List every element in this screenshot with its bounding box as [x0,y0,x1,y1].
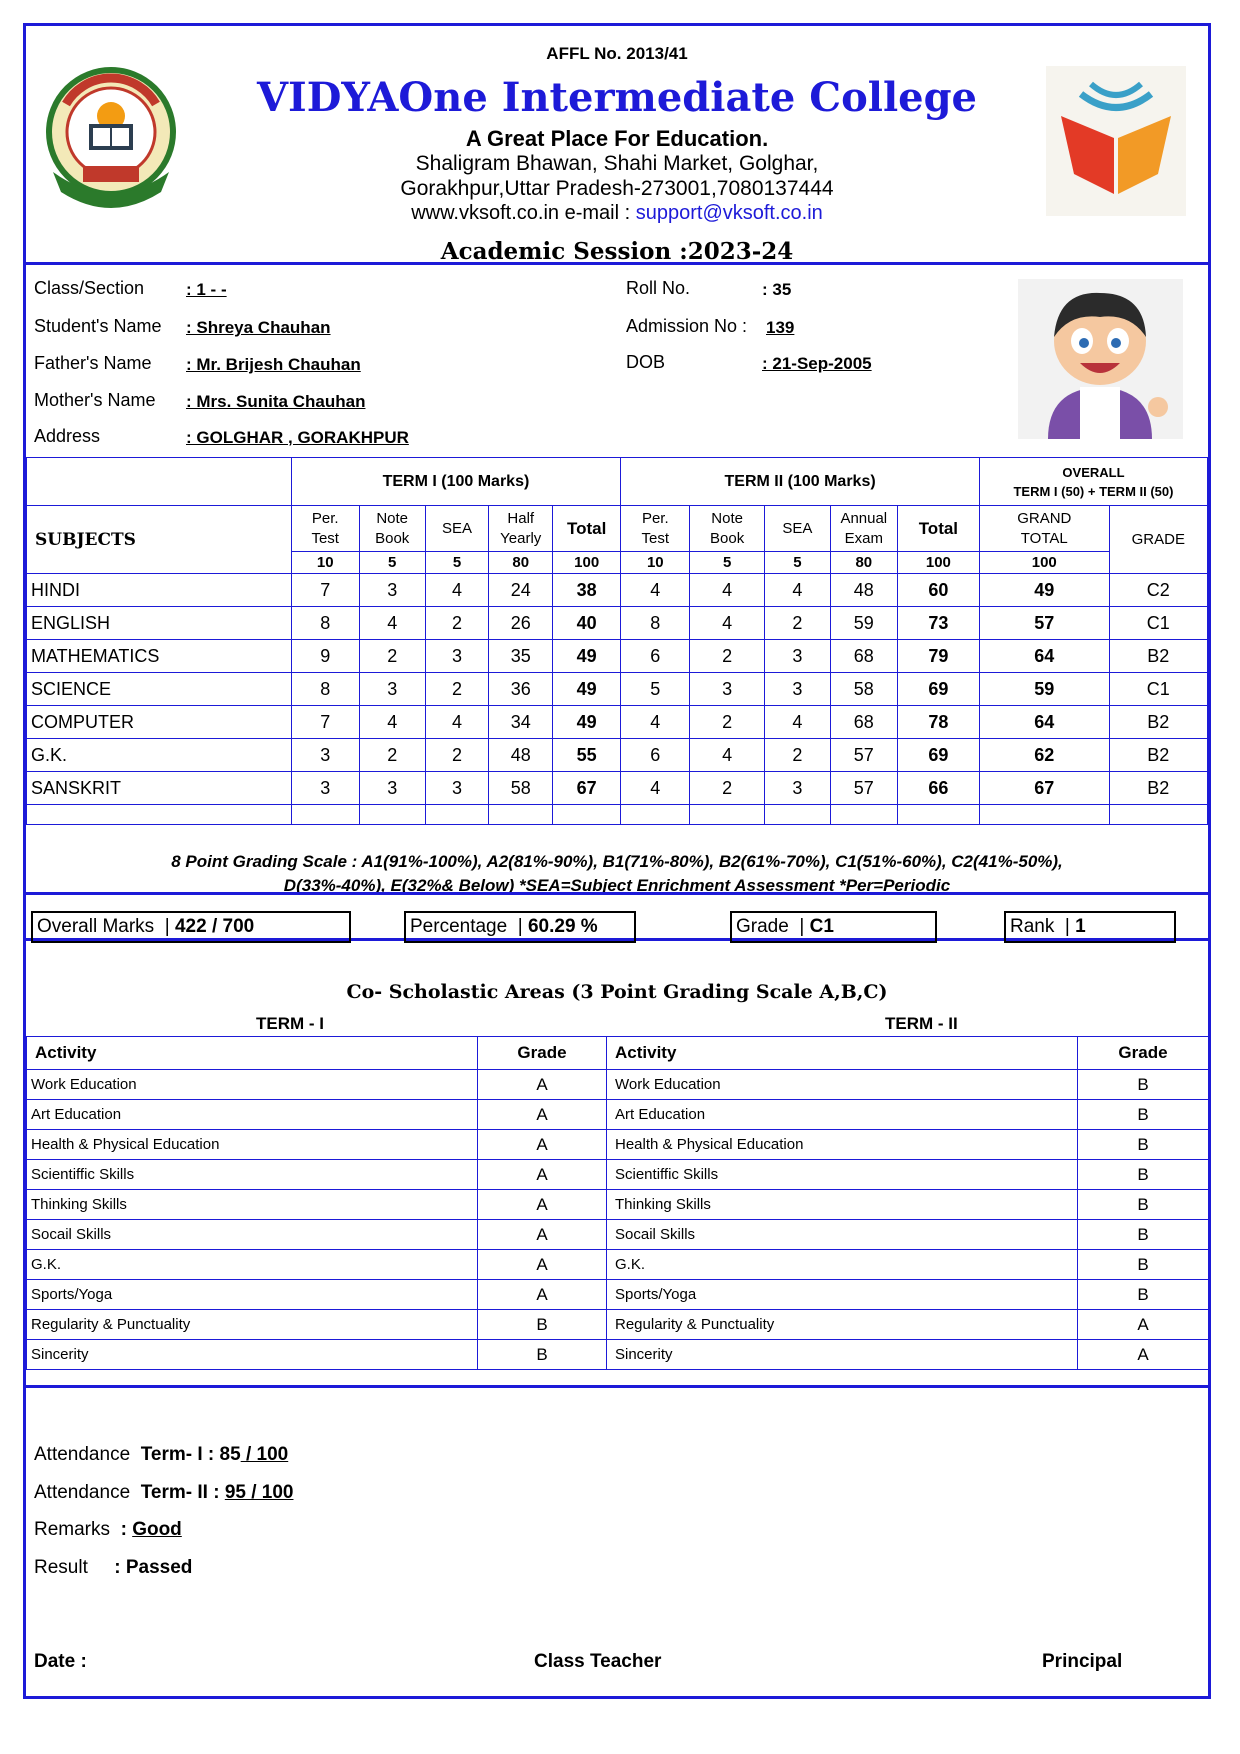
activity-name: Health & Physical Education [607,1130,1078,1160]
activity-name: Health & Physical Education [27,1130,478,1160]
mark-cell: 4 [621,706,690,739]
mark-cell: 64 [979,706,1109,739]
mark-cell: 3 [359,772,425,805]
activity-name: Work Education [27,1070,478,1100]
subjects-header: SUBJECTS [27,506,292,574]
co-term2-label: TERM - II [885,1014,958,1033]
mark-cell: 4 [425,574,489,607]
report-card [23,23,1211,1699]
email-label: e-mail : [564,202,631,224]
table-row [27,673,1208,706]
mark-cell: 3 [359,673,425,706]
activity-grade: A [478,1190,607,1220]
list-item [27,1190,607,1220]
grading-scale-line2: D(33%-40%), E(32%& Below) *SEA=Subject Enrichment Assessment *Per=Periodic [283,876,951,895]
mark-cell: 4 [621,574,690,607]
student-name-value: : Shreya Chauhan [186,318,331,337]
rank-value: 1 [1075,916,1086,937]
max-half: 80 [489,552,553,574]
co-term1-body [27,1070,607,1370]
blank-row [27,805,1208,825]
co-term1-label: TERM - I [256,1014,324,1033]
list-item [607,1340,1209,1370]
remarks-colon: : [120,1519,127,1540]
activity-name: Art Education [607,1100,1078,1130]
mark-cell: B2 [1109,772,1207,805]
percentage-label: Percentage [410,916,508,937]
co-scholastic-term1-table [26,1036,607,1370]
grade-header: Grade [478,1037,607,1070]
attendance-term2-value: 95 / 100 [224,1482,294,1503]
mark-cell: 59 [979,673,1109,706]
roll-value: : 35 [762,280,792,299]
mark-cell: 3 [425,640,489,673]
mark-cell: 34 [489,706,553,739]
mark-cell: 9 [291,640,359,673]
table-row [27,607,1208,640]
subject-name: SANSKRIT [27,772,292,805]
college-name: VIDYAOne Intermediate College [256,74,978,121]
co-term1-header-row [27,1037,607,1070]
mark-cell: 7 [291,574,359,607]
activity-name: Sincerity [607,1340,1078,1370]
mark-cell: 7 [291,706,359,739]
result-value: : Passed [114,1557,193,1578]
roll-label: Roll No. [626,278,691,298]
activity-grade: A [478,1220,607,1250]
academic-session: Academic Session :2023-24 [440,238,794,265]
father-name-value: : Mr. Brijesh Chauhan [186,355,361,374]
mark-cell: 49 [553,640,621,673]
father-name-label: Father's Name [34,353,152,373]
mark-cell: 4 [690,607,765,640]
overall-header-line1: OVERALL [1062,464,1125,480]
subject-name: COMPUTER [27,706,292,739]
activity-header: Activity [607,1037,1078,1070]
attendance-label: Attendance [34,1444,131,1465]
address-value: : GOLGHAR , GORAKHPUR [186,428,409,447]
activity-name: Scientiffic Skills [27,1160,478,1190]
class-value: : 1 - - [186,280,227,299]
max-total: 100 [553,552,621,574]
overall-header [979,458,1207,506]
co-term2-body [607,1070,1209,1370]
admission-label: Admission No : [626,316,748,336]
address-line-2: Gorakhpur,Uttar Pradesh-273001,7080137444 [400,177,834,200]
mark-cell: 3 [764,673,830,706]
mark-cell: 58 [830,673,897,706]
activity-grade: A [1078,1310,1209,1340]
activity-name: Thinking Skills [27,1190,478,1220]
mark-cell: 57 [830,772,897,805]
divider [26,892,1208,895]
overall-header-line2: TERM I (50) + TERM II (50) [1013,483,1174,499]
grand-total-header: GRAND TOTAL [979,506,1109,552]
list-item [27,1250,607,1280]
activity-name: Socail Skills [27,1220,478,1250]
mark-cell: 69 [897,673,979,706]
max-per-term2: 10 [621,552,690,574]
dob-value: : 21-Sep-2005 [762,354,872,373]
website: www.vksoft.co.in [411,202,560,224]
mark-cell: 60 [897,574,979,607]
activity-grade: A [478,1100,607,1130]
term2-header: TERM II (100 Marks) [621,458,980,506]
list-item [27,1280,607,1310]
activity-name: Scientiffic Skills [607,1160,1078,1190]
activity-header: Activity [27,1037,478,1070]
table-row [27,640,1208,673]
mark-cell: 49 [553,673,621,706]
mark-cell: 69 [897,739,979,772]
subject-name: HINDI [27,574,292,607]
grading-scale-line1: 8 Point Grading Scale : A1(91%-100%), A2(81%-90%), B1(71%-80%), B2(61%-70%), C1(51%-60%), C2(41%-50%), [171,852,1063,871]
mark-cell: 49 [979,574,1109,607]
list-item [607,1130,1209,1160]
attendance-term1 [34,1444,288,1466]
mark-cell: 5 [621,673,690,706]
activity-name: G.K. [27,1250,478,1280]
mark-cell: 67 [979,772,1109,805]
activity-grade: B [1078,1130,1209,1160]
activity-grade: A [478,1280,607,1310]
mark-cell: 4 [764,574,830,607]
mark-cell: 48 [489,739,553,772]
mark-cell: 3 [764,772,830,805]
list-item [607,1310,1209,1340]
mark-cell: C1 [1109,607,1207,640]
activity-name: Art Education [27,1100,478,1130]
max-per: 10 [291,552,359,574]
activity-name: Work Education [607,1070,1078,1100]
admission-value: 139 [766,318,795,337]
list-item [607,1190,1209,1220]
table-row [27,706,1208,739]
activity-name: Regularity & Punctuality [607,1310,1078,1340]
mark-cell: 40 [553,607,621,640]
list-item [27,1100,607,1130]
marks-header-row-2 [27,506,1208,552]
overall-marks-label: Overall Marks [37,916,155,937]
note-book-header: Note Book [359,506,425,552]
activity-grade: A [478,1160,607,1190]
class-label: Class/Section [34,278,145,298]
activity-grade: A [478,1250,607,1280]
activity-name: Thinking Skills [607,1190,1078,1220]
student-name-label: Student's Name [34,316,162,336]
mother-name-value: : Mrs. Sunita Chauhan [186,392,366,411]
overall-marks-box: Overall Marks | 422 / 700 [31,911,351,943]
mark-cell: 4 [764,706,830,739]
mark-cell: 3 [690,673,765,706]
activity-grade: A [1078,1340,1209,1370]
mark-cell: C2 [1109,574,1207,607]
mark-cell: 55 [553,739,621,772]
subject-name: MATHEMATICS [27,640,292,673]
attendance-term2-label: Term- II : [140,1482,220,1503]
dob-label: DOB [626,352,666,372]
list-item [27,1310,607,1340]
mark-cell: 4 [359,607,425,640]
mark-cell: 67 [553,772,621,805]
annual-exam-header: Annual Exam [830,506,897,552]
mark-cell: 2 [690,772,765,805]
table-row [27,739,1208,772]
activity-name: Socail Skills [607,1220,1078,1250]
affiliation-number: AFFL No. 2013/41 [546,44,688,63]
mark-cell: B2 [1109,640,1207,673]
marks-body [27,574,1208,805]
mark-cell: 6 [621,640,690,673]
mark-cell: 4 [621,772,690,805]
mark-cell: 4 [690,574,765,607]
mark-cell: 4 [690,739,765,772]
attendance-term1-value: / 100 [240,1444,289,1465]
subject-name: SCIENCE [27,673,292,706]
max-sea-term2: 5 [764,552,830,574]
mark-cell: C1 [1109,673,1207,706]
mark-cell: 3 [359,574,425,607]
list-item [27,1130,607,1160]
result [34,1557,192,1579]
marks-table [26,457,1208,825]
mark-cell: 2 [359,739,425,772]
activity-grade: B [1078,1100,1209,1130]
mark-cell: 38 [553,574,621,607]
mark-cell: 26 [489,607,553,640]
activity-grade: B [1078,1190,1209,1220]
note-book-header-term2: Note Book [690,506,765,552]
date-label: Date : [34,1651,87,1672]
marks-header-row-1 [27,458,1208,506]
percentage-value: 60.29 % [527,916,598,937]
mark-cell: 35 [489,640,553,673]
mark-cell: 66 [897,772,979,805]
contact-line [26,202,1208,225]
remarks-value: Good [132,1519,182,1540]
list-item [27,1220,607,1250]
mark-cell: 3 [425,772,489,805]
mark-cell: 24 [489,574,553,607]
mark-cell: 2 [690,640,765,673]
mark-cell: 2 [764,739,830,772]
activity-grade: A [478,1130,607,1160]
mark-cell: 57 [830,739,897,772]
mother-name-label: Mother's Name [34,390,156,410]
mark-cell: 58 [489,772,553,805]
mark-cell: 2 [425,739,489,772]
total-header-term2: Total [897,506,979,552]
mark-cell: B2 [1109,739,1207,772]
divider [26,1385,1208,1388]
list-item [27,1070,607,1100]
principal-signature: Principal [1042,1651,1123,1672]
percentage-box: Percentage | 60.29 % [404,911,636,943]
activity-grade: B [1078,1280,1209,1310]
table-row [27,772,1208,805]
list-item [607,1280,1209,1310]
mark-cell: 68 [830,640,897,673]
subject-name: ENGLISH [27,607,292,640]
activity-name: Sports/Yoga [27,1280,478,1310]
mark-cell: 62 [979,739,1109,772]
mark-cell: 36 [489,673,553,706]
term1-header: TERM I (100 Marks) [291,458,621,506]
address-line-1: Shaligram Bhawan, Shahi Market, Golghar, [415,152,819,175]
remarks-label: Remarks [34,1519,111,1540]
activity-grade: A [478,1070,607,1100]
mark-cell: 2 [425,607,489,640]
blank-cell [27,458,292,506]
mark-cell: 2 [764,607,830,640]
mark-cell: 3 [291,772,359,805]
rank-label: Rank [1010,916,1055,937]
mark-cell: 3 [291,739,359,772]
list-item [607,1250,1209,1280]
grade-header: Grade [1078,1037,1209,1070]
rank-box: Rank | 1 [1004,911,1176,943]
activity-grade: B [1078,1160,1209,1190]
mark-cell: 2 [359,640,425,673]
activity-name: G.K. [607,1250,1078,1280]
mark-cell: 73 [897,607,979,640]
mark-cell: 6 [621,739,690,772]
mark-cell: 57 [979,607,1109,640]
tagline: A Great Place For Education. [465,126,769,151]
attendance-term1-label: Term- I : 85 [140,1444,241,1465]
grade-value: C1 [809,916,834,937]
grade-label: Grade [736,916,789,937]
grade-box: Grade | C1 [730,911,937,943]
mark-cell: B2 [1109,706,1207,739]
address-label: Address [34,426,101,446]
book-logo [1046,66,1186,216]
total-header-term1: Total [553,506,621,552]
max-grand: 100 [979,552,1109,574]
max-note-term2: 5 [690,552,765,574]
email-link[interactable]: support@vksoft.co.in [635,202,823,224]
list-item [607,1220,1209,1250]
result-label: Result [34,1557,88,1578]
max-annual: 80 [830,552,897,574]
mark-cell: 3 [764,640,830,673]
mark-cell: 8 [621,607,690,640]
activity-grade: B [1078,1070,1209,1100]
table-row [27,574,1208,607]
activity-grade: B [1078,1250,1209,1280]
mark-cell: 78 [897,706,979,739]
activity-name: Sincerity [27,1340,478,1370]
attendance-label: Attendance [34,1482,131,1503]
class-teacher-signature: Class Teacher [534,1651,662,1672]
mark-cell: 2 [690,706,765,739]
mark-cell: 68 [830,706,897,739]
sea-header-term2: SEA [764,506,830,552]
mark-cell: 2 [425,673,489,706]
per-test-header-term2: Per. Test [621,506,690,552]
remarks [34,1519,182,1541]
list-item [607,1160,1209,1190]
activity-name: Regularity & Punctuality [27,1310,478,1340]
divider [26,262,1208,265]
activity-grade: B [478,1310,607,1340]
activity-grade: B [1078,1220,1209,1250]
half-yearly-header: Half Yearly [489,506,553,552]
co-scholastic-title: Co- Scholastic Areas (3 Point Grading Scale A,B,C) [346,981,888,1003]
mark-cell: 49 [553,706,621,739]
per-test-header: Per. Test [291,506,359,552]
activity-name: Sports/Yoga [607,1280,1078,1310]
mark-cell: 64 [979,640,1109,673]
mark-cell: 4 [359,706,425,739]
grading-scale [26,850,1208,898]
sea-header: SEA [425,506,489,552]
mark-cell: 59 [830,607,897,640]
max-note: 5 [359,552,425,574]
mark-cell: 79 [897,640,979,673]
mark-cell: 8 [291,673,359,706]
subject-name: G.K. [27,739,292,772]
co-scholastic-term2-table [606,1036,1209,1370]
overall-marks-value: 422 / 700 [174,916,255,937]
list-item [607,1100,1209,1130]
co-term2-header-row [607,1037,1209,1070]
mark-cell: 48 [830,574,897,607]
list-item [607,1070,1209,1100]
max-total-term2: 100 [897,552,979,574]
attendance-term2 [34,1482,293,1504]
mark-cell: 8 [291,607,359,640]
list-item [27,1340,607,1370]
list-item [27,1160,607,1190]
student-photo [1018,279,1183,439]
activity-grade: B [478,1340,607,1370]
grade-header: GRADE [1109,506,1207,574]
mark-cell: 4 [425,706,489,739]
max-sea: 5 [425,552,489,574]
